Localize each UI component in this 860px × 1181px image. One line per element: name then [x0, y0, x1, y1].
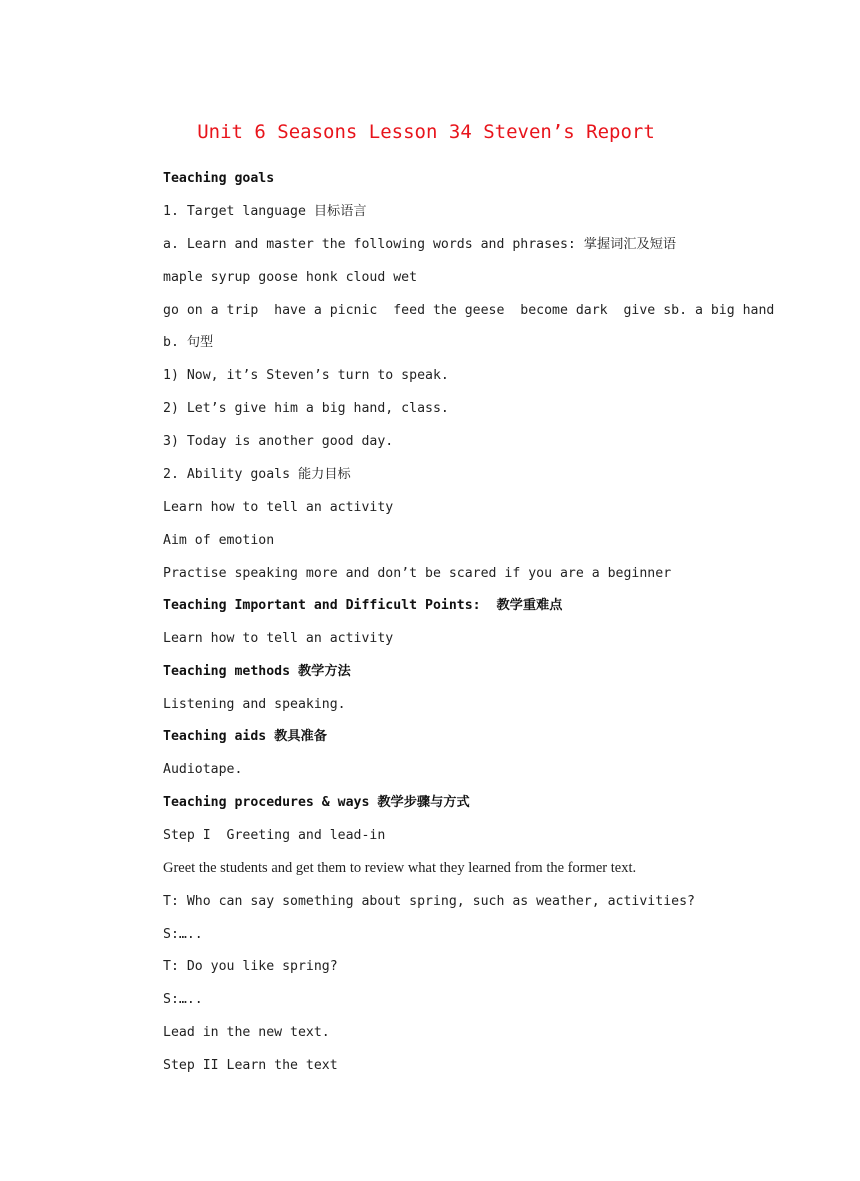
words-phrases-line: a. Learn and master the following words and phrases: 掌握词汇及短语 — [163, 237, 677, 252]
heading-teaching-aids: Teaching aids 教具准备 — [163, 729, 327, 744]
teaching-methods-text: Listening and speaking. — [163, 697, 346, 712]
dialogue-student-2: S:….. — [163, 992, 203, 1007]
step-1-heading: Step I Greeting and lead-in — [163, 828, 386, 843]
sentence-2: 2) Let’s give him a big hand, class. — [163, 401, 449, 416]
heading-teaching-procedures: Teaching procedures & ways 教学步骤与方式 — [163, 795, 470, 810]
dialogue-teacher-2: T: Do you like spring? — [163, 959, 338, 974]
heading-teaching-goals: Teaching goals — [163, 171, 275, 186]
target-language-line: 1. Target language 目标语言 — [163, 204, 367, 219]
heading-important-points: Teaching Important and Difficult Points: 教学重难点 — [163, 598, 563, 613]
sentence-3: 3) Today is another good day. — [163, 434, 394, 449]
sentence-patterns-line: b. 句型 — [163, 335, 214, 350]
lead-in-text: Lead in the new text. — [163, 1025, 330, 1040]
dialogue-student-1: S:….. — [163, 927, 203, 942]
vocabulary-words-line: maple syrup goose honk cloud wet — [163, 270, 418, 285]
document-title — [0, 121, 860, 143]
dialogue-teacher-1: T: Who can say something about spring, such as weather, activities? — [163, 894, 695, 909]
title-text: Unit 6 Seasons Lesson 34 Steven’s Report — [197, 121, 655, 143]
emotion-goal-text: Practise speaking more and don’t be scared if you are a beginner — [163, 566, 672, 581]
heading-teaching-methods: Teaching methods 教学方法 — [163, 664, 351, 679]
step-2-heading: Step II Learn the text — [163, 1058, 338, 1073]
teaching-aids-text: Audiotape. — [163, 762, 243, 777]
aim-of-emotion-line: Aim of emotion — [163, 533, 275, 548]
ability-goal-text: Learn how to tell an activity — [163, 500, 394, 515]
ability-goals-line: 2. Ability goals 能力目标 — [163, 467, 351, 482]
important-points-text: Learn how to tell an activity — [163, 631, 394, 646]
vocabulary-phrases-line: go on a trip have a picnic feed the geese become dark give sb. a big hand — [163, 303, 775, 318]
sentence-1: 1) Now, it’s Steven’s turn to speak. — [163, 368, 449, 383]
step-1-greet-text: Greet the students and get them to review what they learned from the former text. — [163, 860, 637, 876]
